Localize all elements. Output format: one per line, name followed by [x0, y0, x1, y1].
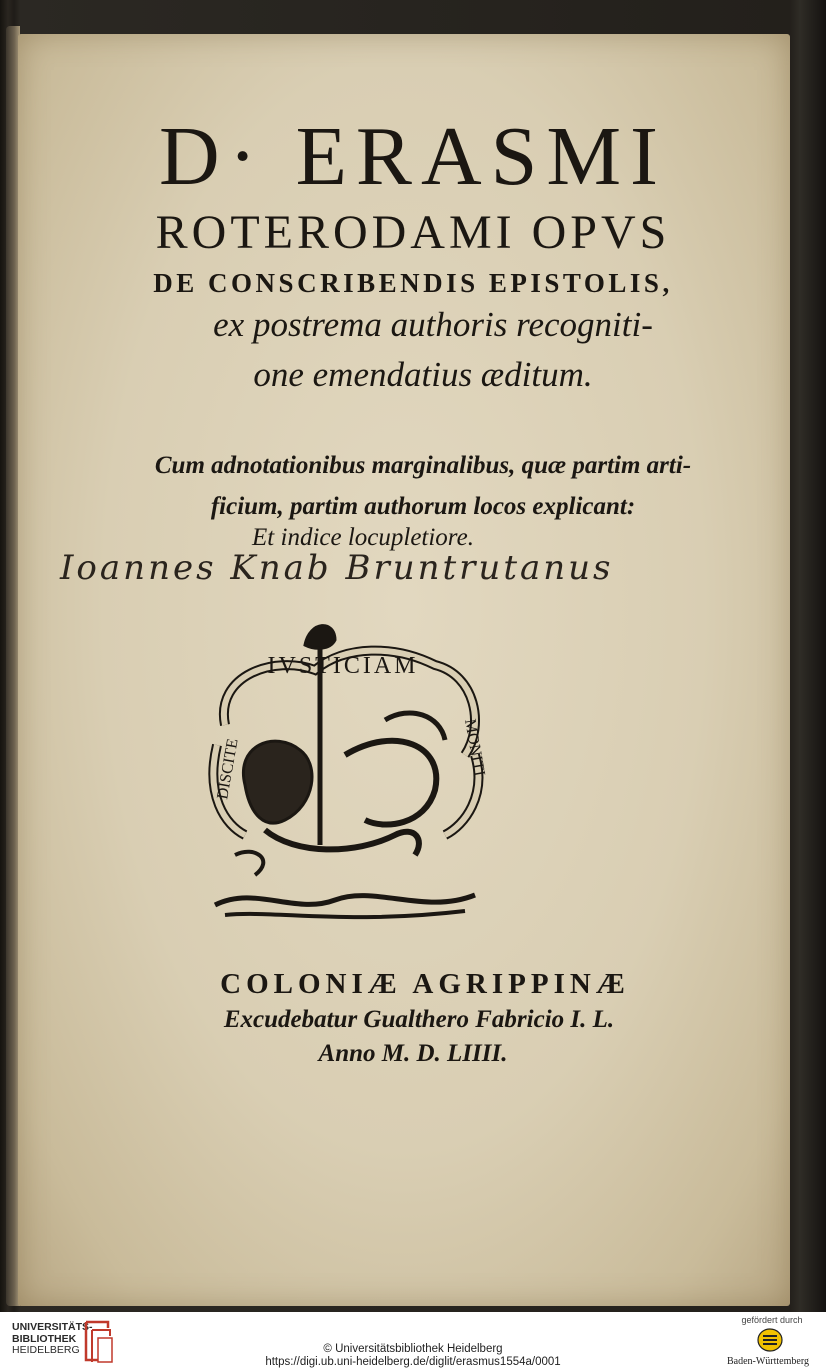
- emblem-motto-right: MONITI: [461, 717, 488, 778]
- annotation-line-2: ficium, partim authorum locos explicant:: [210, 493, 636, 520]
- emblem-motto-left: DISCITE: [214, 737, 242, 801]
- printer-device-emblem: [195, 615, 495, 930]
- annotation-line-3: Et indice locupletiore.: [252, 524, 474, 551]
- library-name-line2: BIBLIOTHEK: [12, 1332, 77, 1345]
- permalink-url[interactable]: https://digi.ub.uni-heidelberg.de/diglit/erasmus1554a/0001: [265, 1356, 561, 1368]
- sponsor-label: gefördert durch: [741, 1315, 803, 1325]
- imprint-year: Anno M. D. LIIII.: [318, 1040, 508, 1067]
- emblem-motto-top: IVSTICIAM: [267, 653, 419, 679]
- title-line-subject: DE CONSCRIBENDIS EPISTOLIS,: [153, 268, 673, 298]
- library-name-line3: HEIDELBERG: [12, 1344, 80, 1356]
- annotation-line-1: Cum adnotationibus marginalibus, quæ partim arti-: [154, 452, 692, 479]
- title-line-work: ROTERODAMI OPVS: [155, 206, 671, 259]
- copyright-notice: © Universitätsbibliothek Heidelberg: [323, 1343, 503, 1355]
- title-line-author: D· ERASMI: [158, 110, 667, 203]
- handwritten-signature: Ioannes Knab Bruntrutanus: [60, 548, 614, 588]
- imprint-place: COLONIÆ AGRIPPINÆ: [220, 968, 630, 1000]
- title-line-edition-1: ex postrema authoris recogniti-: [213, 305, 653, 344]
- title-line-edition-2: one emendatius æditum.: [253, 355, 593, 394]
- sponsor-name: Baden-Württemberg: [726, 1356, 809, 1367]
- baden-wuerttemberg-logo-icon: [756, 1327, 784, 1353]
- imprint-printer: Excudebatur Gualthero Fabricio I. L.: [223, 1006, 615, 1033]
- library-name-line1: UNIVERSITÄTS-: [12, 1321, 93, 1333]
